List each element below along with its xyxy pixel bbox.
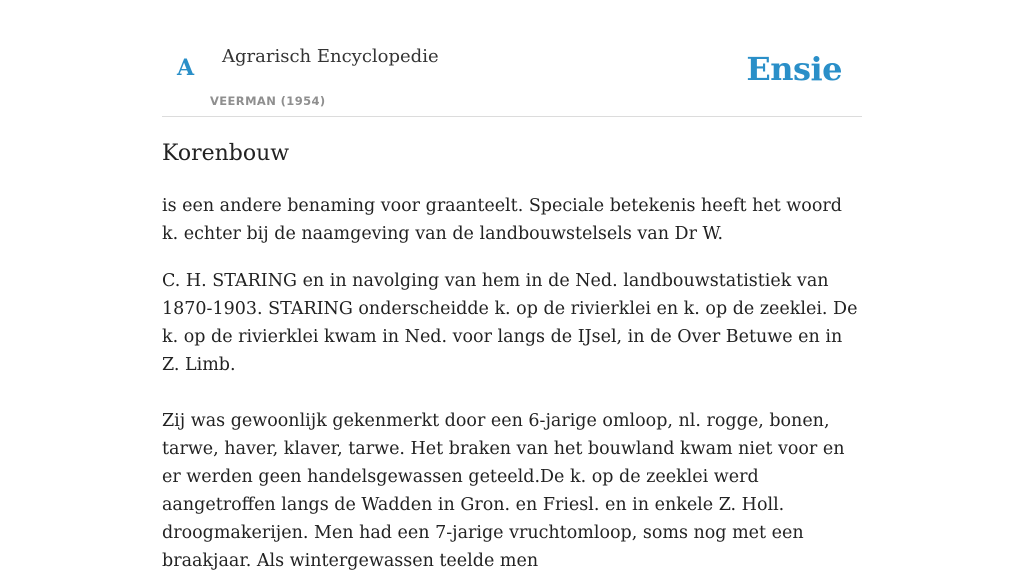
article-paragraph: C. H. STARING en in navolging van hem in de Ned. landbouwstatistiek van 1870-1903. STARING onderscheidde k. op de rivierklei en k. op de zeeklei. De k. op de rivierklei kwam in Ned. voor langs de IJsel, in de Over Betuwe en in Z. Limb. xyxy=(162,271,858,375)
article-paragraph: Zij was gewoonlijk gekenmerkt door een 6-jarige omloop, nl. rogge, bonen, tarwe, haver, klaver, tarwe. Het braken van het bouwland kwam niet voor en er werden geen handelsgewassen geteeld.De k. op de zeeklei werd aangetroffen langs de Wadden in Gron. en Friesl. en in enkele Z. Holl. droogmakerijen. Men had een 7-jarige vruchtomloop, soms nog met een braakjaar. Als wintergewassen teelde men xyxy=(162,411,845,571)
article-paragraph: is een andere benaming voor graanteelt. Speciale betekenis heeft het woord k. echter bij de naamgeving van de landbouwstelsels van Dr W. xyxy=(162,196,842,244)
article-title: Korenbouw xyxy=(162,141,290,166)
source-header xyxy=(162,0,862,117)
letter-index-link[interactable]: A xyxy=(177,55,195,81)
ensie-logo[interactable]: Ensie xyxy=(746,50,842,88)
source-author: VEERMAN (1954) xyxy=(210,94,326,108)
article-body xyxy=(162,136,862,575)
source-title-link[interactable]: Agrarisch Encyclopedie xyxy=(222,46,439,67)
